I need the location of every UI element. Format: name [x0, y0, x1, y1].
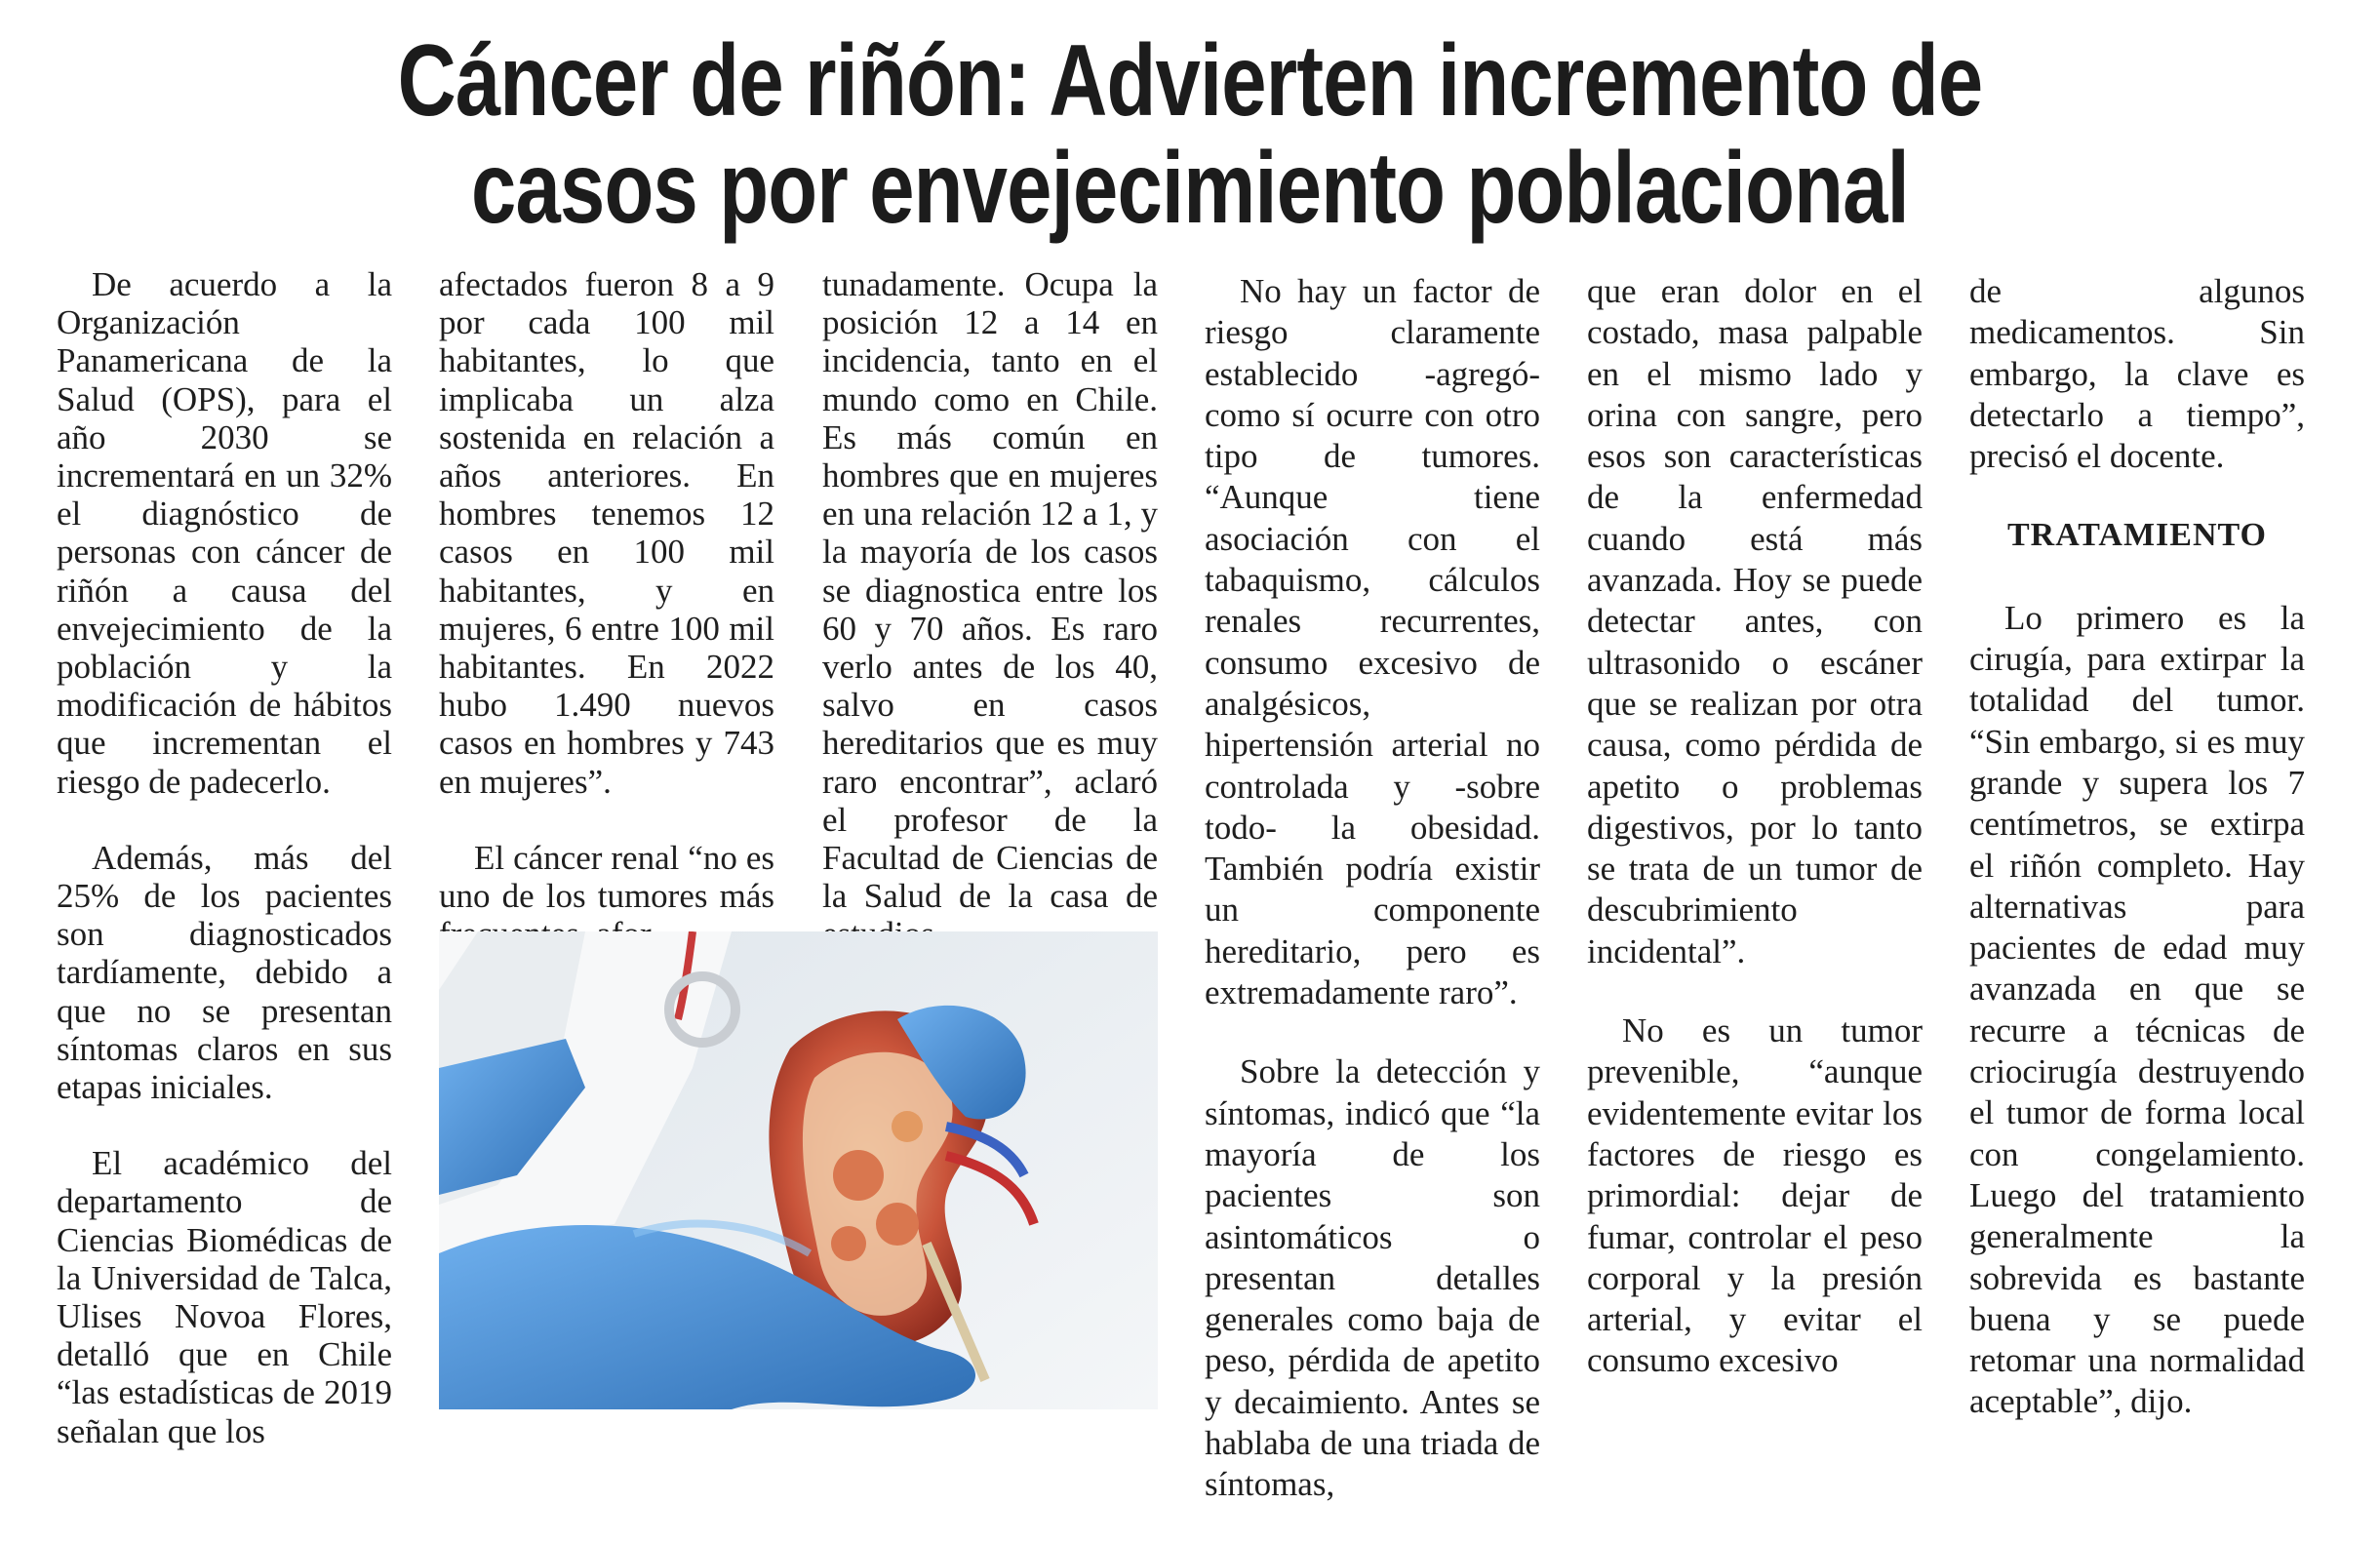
paragraph: que eran dolor en el costado, masa palpable en el mismo lado y orina con sangre, pero esos son características de la enfermedad cuando está más avanzada. Hoy se puede detectar antes, con ultrasonido o escáner que se realizan por otra causa, como pérdida de apetito o problemas digestivos, por lo tanto se trata de un tumor de descubrimiento incidental”.	[1587, 272, 1923, 970]
paragraph: tunadamente. Ocupa la posición 12 a 14 en incidencia, tanto en el mundo como en Chile. Es más común en hombres que en mujeres en una relación 12 a 1, y la mayoría de los casos se diagnostica entre los 60 y 70 años. Es raro verlo antes de los 40, salvo en casos hereditarios que es muy raro encontrar”, aclaró el profesor de la Facultad de Ciencias de la Salud de la casa de	[822, 265, 1158, 916]
headline	[238, 24, 2142, 245]
kidney-model-photo	[439, 931, 1158, 1409]
paragraph: No es un tumor prevenible, “aunque evidentemente evitar los factores de riesgo es primordial: dejar de fumar, controlar el peso corporal y la presión arterial, y evitar el consumo excesivo	[1587, 1011, 1923, 1380]
paragraph: El académico del departamento de Ciencias Biomédicas de la Universidad de Talca, Ulises Novoa Flores, detalló que en Chile “las estadísticas de 2019 señalan que los	[57, 1144, 392, 1450]
paragraph: Además, más del 25% de los pacientes son diagnosticados tardíamente, debido a que no se presentan síntomas claros en sus etapas iniciales.	[57, 838, 392, 1107]
paragraph: de algunos medicamentos. Sin embargo, la clave es detectarlo a tiempo”, precisó el docente.	[1969, 272, 2305, 476]
kidney-model-illustration	[439, 931, 1158, 1409]
paragraph: afectados fueron 8 a 9 por cada 100 mil habitantes, lo que implicaba un alza sostenida en relación a años anteriores. En hombres tenemos 12 casos en 100 mil habitantes, y en mujeres, 6 entre 100 mil habitantes. En 2022 hubo 1.490 nuevos casos en hombres y 743 en mujeres”.	[439, 265, 774, 801]
paragraph: De acuerdo a la Organización Panamericana de la Salud (OPS), para el año 2030 se incrementará en un 32% el diagnóstico de personas con cáncer de riñón a causa del envejecimiento de la población y la modificación de hábitos que incrementan el riesgo de padecerlo.	[57, 265, 392, 801]
paragraph: Lo primero es la cirugía, para extirpar la totalidad del tumor. “Sin embargo, si es muy grande y supera los 7 centímetros, se extirpa el riñón completo. Hay alternativas para pacientes de edad muy avanzada en que se recurre a técnicas de criocirugía destruyendo el tumor de forma local con congelamiento. Luego del tratamiento generalmente la sobrevida es bastante buena y se puede retomar una normalidad aceptable”, dijo.	[1969, 598, 2305, 1421]
paragraph: Sobre la detección y síntomas, indicó que “la mayoría de los pacientes son asintomáticos o presentan detalles generales como baja de peso, pérdida de apetito y decaimiento. Antes se hablaba de una triada de síntomas,	[1205, 1052, 1540, 1504]
article-column-4	[1205, 271, 1540, 1544]
headline-line-1: Cáncer de riñón: Advierten incremento de	[397, 24, 1983, 138]
headline-line-2: casos por envejecimiento poblacional	[471, 132, 1909, 245]
section-subhead: TRATAMIENTO	[2006, 517, 2268, 554]
article-column-3	[822, 265, 1158, 992]
article-column-2	[439, 265, 774, 991]
article-column-6	[1969, 271, 2305, 1461]
article-column-5	[1587, 271, 1923, 1420]
paragraph: El cáncer renal “no es uno de los tumores más	[439, 838, 774, 916]
article-column-1	[57, 265, 392, 1488]
paragraph: No hay un factor de riesgo claramente establecido -agregó- como sí ocurre con otro tipo de tumores. “Aunque tiene asociación con el tabaquismo, cálculos renales recurrentes, consumo excesivo de analgésicos, hipertensión arterial no controlada y -sobre todo- la obesidad. También podría existir un componente hereditario, pero es extremadamente raro”.	[1205, 272, 1540, 1012]
